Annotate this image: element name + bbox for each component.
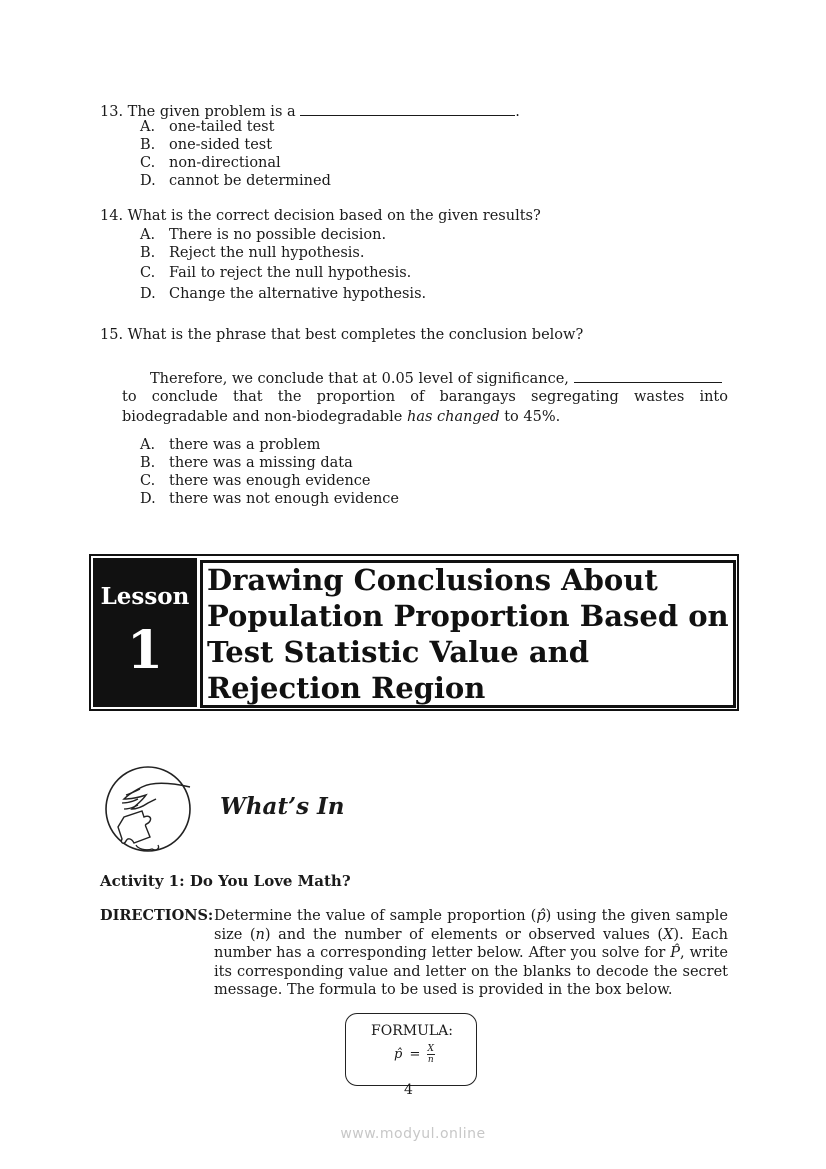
question-13-end: . [515, 104, 520, 120]
lesson-label: Lesson [100, 583, 190, 610]
formula-lhs: p̂ [394, 1047, 403, 1062]
puzzle-hand-icon [102, 765, 198, 857]
formula-expression [394, 1044, 435, 1065]
option-14b: B. Reject the null hypothesis. [140, 245, 365, 261]
directions-text: Determine the value of sample proportion (p̂) using the given sample size (n) and the number of elements or observed values (X). Each number has a corresponding letter below. After you solve for P̂, write its corresponding value and letter on the blanks to decode the secret message. The formula to be used is provided in the box below. [214, 908, 729, 998]
option-14c: C. Fail to reject the null hypothesis. [140, 265, 412, 281]
lesson-number-box [93, 558, 197, 707]
question-13-stem: 13. The given problem is a [100, 104, 296, 120]
whats-in-heading: What’s In [220, 793, 345, 820]
lesson-title-line-2: Population Proportion Based on [207, 599, 729, 633]
option-15c: C. there was enough evidence [140, 473, 371, 489]
question-15-stem: 15. What is the phrase that best completes the conclusion below? [100, 327, 584, 343]
formula-box [345, 1013, 477, 1086]
formula-numerator: X [427, 1044, 434, 1054]
page-number: 4 [404, 1082, 413, 1098]
conclusion-line-1: Therefore, we conclude that at 0.05 level of significance, [150, 368, 722, 387]
directions-label: DIRECTIONS: [100, 907, 214, 924]
lesson-title-line-3: Test Statistic Value and [207, 635, 589, 669]
option-13d: D. cannot be determined [140, 173, 331, 189]
activity-title: Activity 1: Do You Love Math? [100, 872, 351, 890]
option-15a: A. there was a problem [140, 437, 321, 453]
formula-denominator: n [427, 1055, 434, 1065]
option-13b: B. one-sided test [140, 137, 273, 153]
option-13c: C. non-directional [140, 155, 281, 171]
conclusion-blank [574, 368, 722, 383]
lesson-title-line-1: Drawing Conclusions About [207, 563, 658, 597]
question-14-stem: 14. What is the correct decision based on the given results? [100, 208, 541, 224]
option-15b: B. there was a missing data [140, 455, 353, 471]
option-14d: D. Change the alternative hypothesis. [140, 286, 427, 302]
option-14a: A. There is no possible decision. [140, 227, 387, 243]
formula-fraction [427, 1044, 435, 1065]
lesson-number: 1 [126, 620, 164, 681]
conclusion-paragraph: to conclude that the proportion of barangays segregating wastes into biodegradable and non-biodegradable has changed to 45%. [122, 389, 728, 425]
formula-equals: = [409, 1047, 421, 1062]
formula-label: FORMULA: [371, 1023, 453, 1039]
option-13a: A. one-tailed test [140, 119, 275, 135]
lesson-title-line-4: Rejection Region [207, 671, 486, 705]
watermark: www.modyul.online [340, 1126, 486, 1142]
question-13 [100, 101, 520, 120]
option-15d: D. there was not enough evidence [140, 491, 400, 507]
answer-blank [300, 101, 515, 116]
